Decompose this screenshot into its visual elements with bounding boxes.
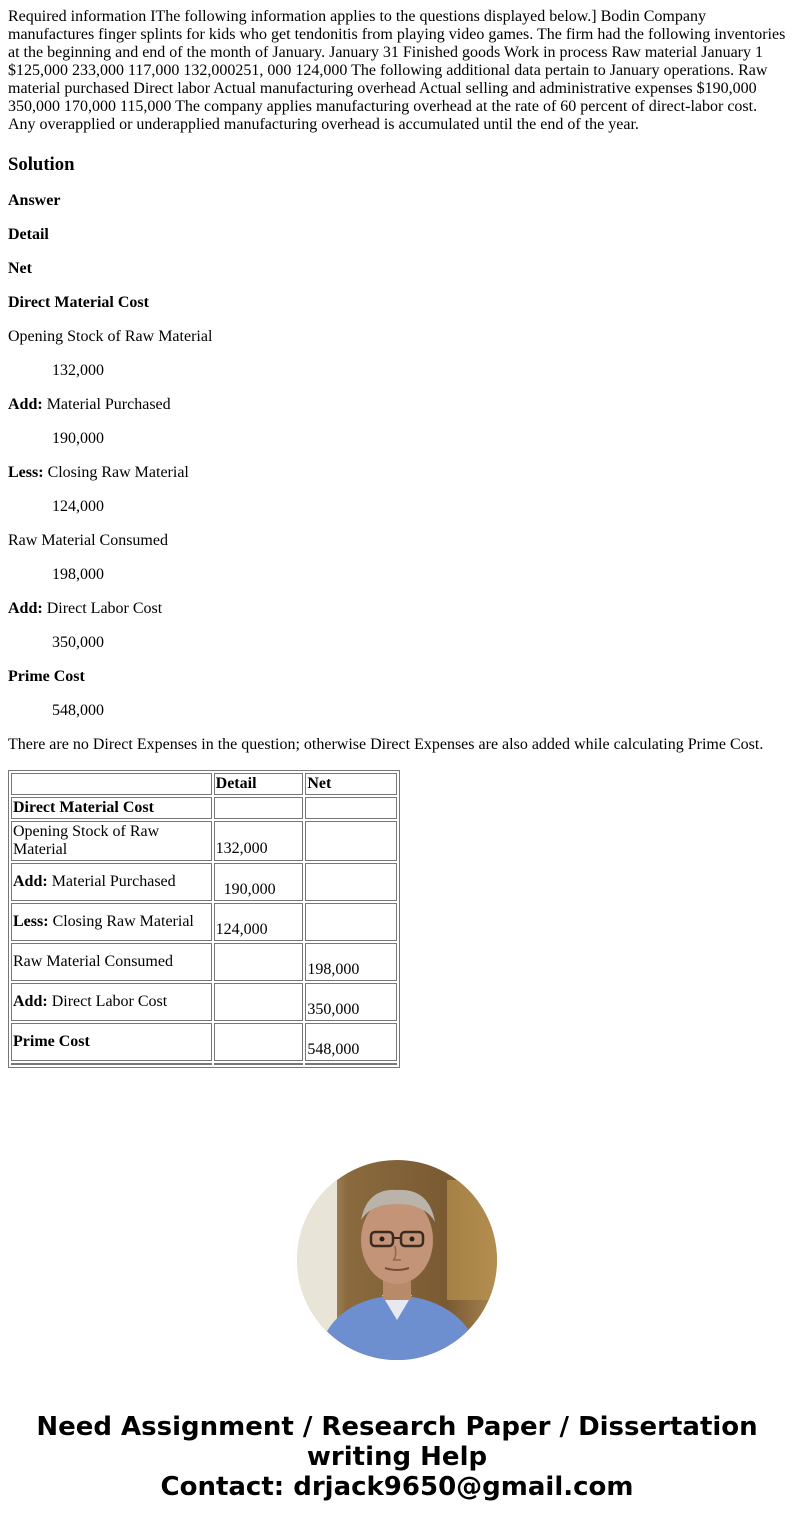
closing-raw-value: 124,000	[52, 498, 104, 515]
material-purchased-label: Add: Material Purchased	[8, 396, 171, 413]
row-label: Add: Material Purchased	[11, 863, 212, 901]
row-net: 350,000	[305, 983, 397, 1021]
row-net	[305, 863, 397, 901]
avatar-icon	[297, 1160, 497, 1360]
row-net: 198,000	[305, 943, 397, 981]
direct-labor-label: Add: Direct Labor Cost	[8, 600, 163, 617]
row-detail: 190,000	[214, 863, 304, 901]
row-detail: 132,000	[214, 821, 304, 861]
table-row	[11, 863, 397, 901]
prime-cost-table	[8, 770, 400, 1068]
table-row	[11, 1023, 397, 1061]
opening-stock-label: Opening Stock of Raw Material	[8, 328, 213, 345]
header-cell: Net	[305, 773, 397, 795]
row-net: 548,000	[305, 1023, 397, 1061]
prime-cost-value: 548,000	[52, 702, 104, 719]
row-detail	[214, 1023, 304, 1061]
promo-line-1: Need Assignment / Research Paper / Dissertation	[36, 1412, 758, 1442]
prime-cost-label: Prime Cost	[8, 668, 85, 685]
row-detail: 124,000	[214, 903, 304, 941]
header-cell	[11, 773, 212, 795]
raw-consumed-label: Raw Material Consumed	[8, 532, 168, 549]
raw-consumed-value: 198,000	[52, 566, 104, 583]
dmc-label: Direct Material Cost	[8, 294, 149, 311]
direct-labor-value: 350,000	[52, 634, 104, 651]
answer-label: Answer	[8, 192, 61, 209]
document	[0, 8, 794, 1068]
net-label: Net	[8, 260, 32, 277]
table-section-row	[11, 797, 397, 819]
row-net	[305, 903, 397, 941]
closing-raw-label: Less: Closing Raw Material	[8, 464, 189, 481]
table-blank-row	[11, 1063, 397, 1065]
header-cell: Detail	[214, 773, 304, 795]
table-row	[11, 943, 397, 981]
promo-banner	[0, 1412, 794, 1502]
table-header-row	[11, 773, 397, 795]
tutor-photo	[297, 1160, 497, 1360]
row-detail	[214, 943, 304, 981]
promo-contact: Contact: drjack9650@gmail.com	[160, 1472, 634, 1502]
question-text: Required information IThe following information applies to the questions displayed below.] Bodin Company manufactures finger splints for kids who get tendonitis from playing video games. The firm had the following inventories at the beginning and end of the month of January. January 31 Finished goods Work in process Raw material January 1 $125,000 233,000 117,000 132,000251, 000 124,000 The following additional data pertain to January operations. Raw material purchased Direct labor Actual manufacturing overhead Actual selling and administrative expenses $190,000 350,000 170,000 115,000 The company applies manufacturing overhead at the rate of 60 percent of direct-labor cost. Any overapplied or underapplied manufacturing overhead is accumulated until the end of the year.	[8, 8, 786, 133]
row-label: Opening Stock of Raw Material	[11, 821, 212, 861]
material-purchased-value: 190,000	[52, 430, 104, 447]
row-label: Less: Closing Raw Material	[11, 903, 212, 941]
table-row	[11, 821, 397, 861]
row-net	[305, 821, 397, 861]
row-label: Add: Direct Labor Cost	[11, 983, 212, 1021]
opening-stock-value: 132,000	[52, 362, 104, 379]
table-row	[11, 983, 397, 1021]
row-label: Raw Material Consumed	[11, 943, 212, 981]
row-detail	[214, 983, 304, 1021]
row-label: Prime Cost	[11, 1023, 212, 1061]
table-row	[11, 903, 397, 941]
section-cell: Direct Material Cost	[11, 797, 212, 819]
solution-heading: Solution	[8, 154, 75, 175]
detail-label: Detail	[8, 226, 49, 243]
promo-line-2: writing Help	[306, 1442, 488, 1472]
note-text: There are no Direct Expenses in the question; otherwise Direct Expenses are also added while calculating Prime Cost.	[8, 736, 764, 753]
